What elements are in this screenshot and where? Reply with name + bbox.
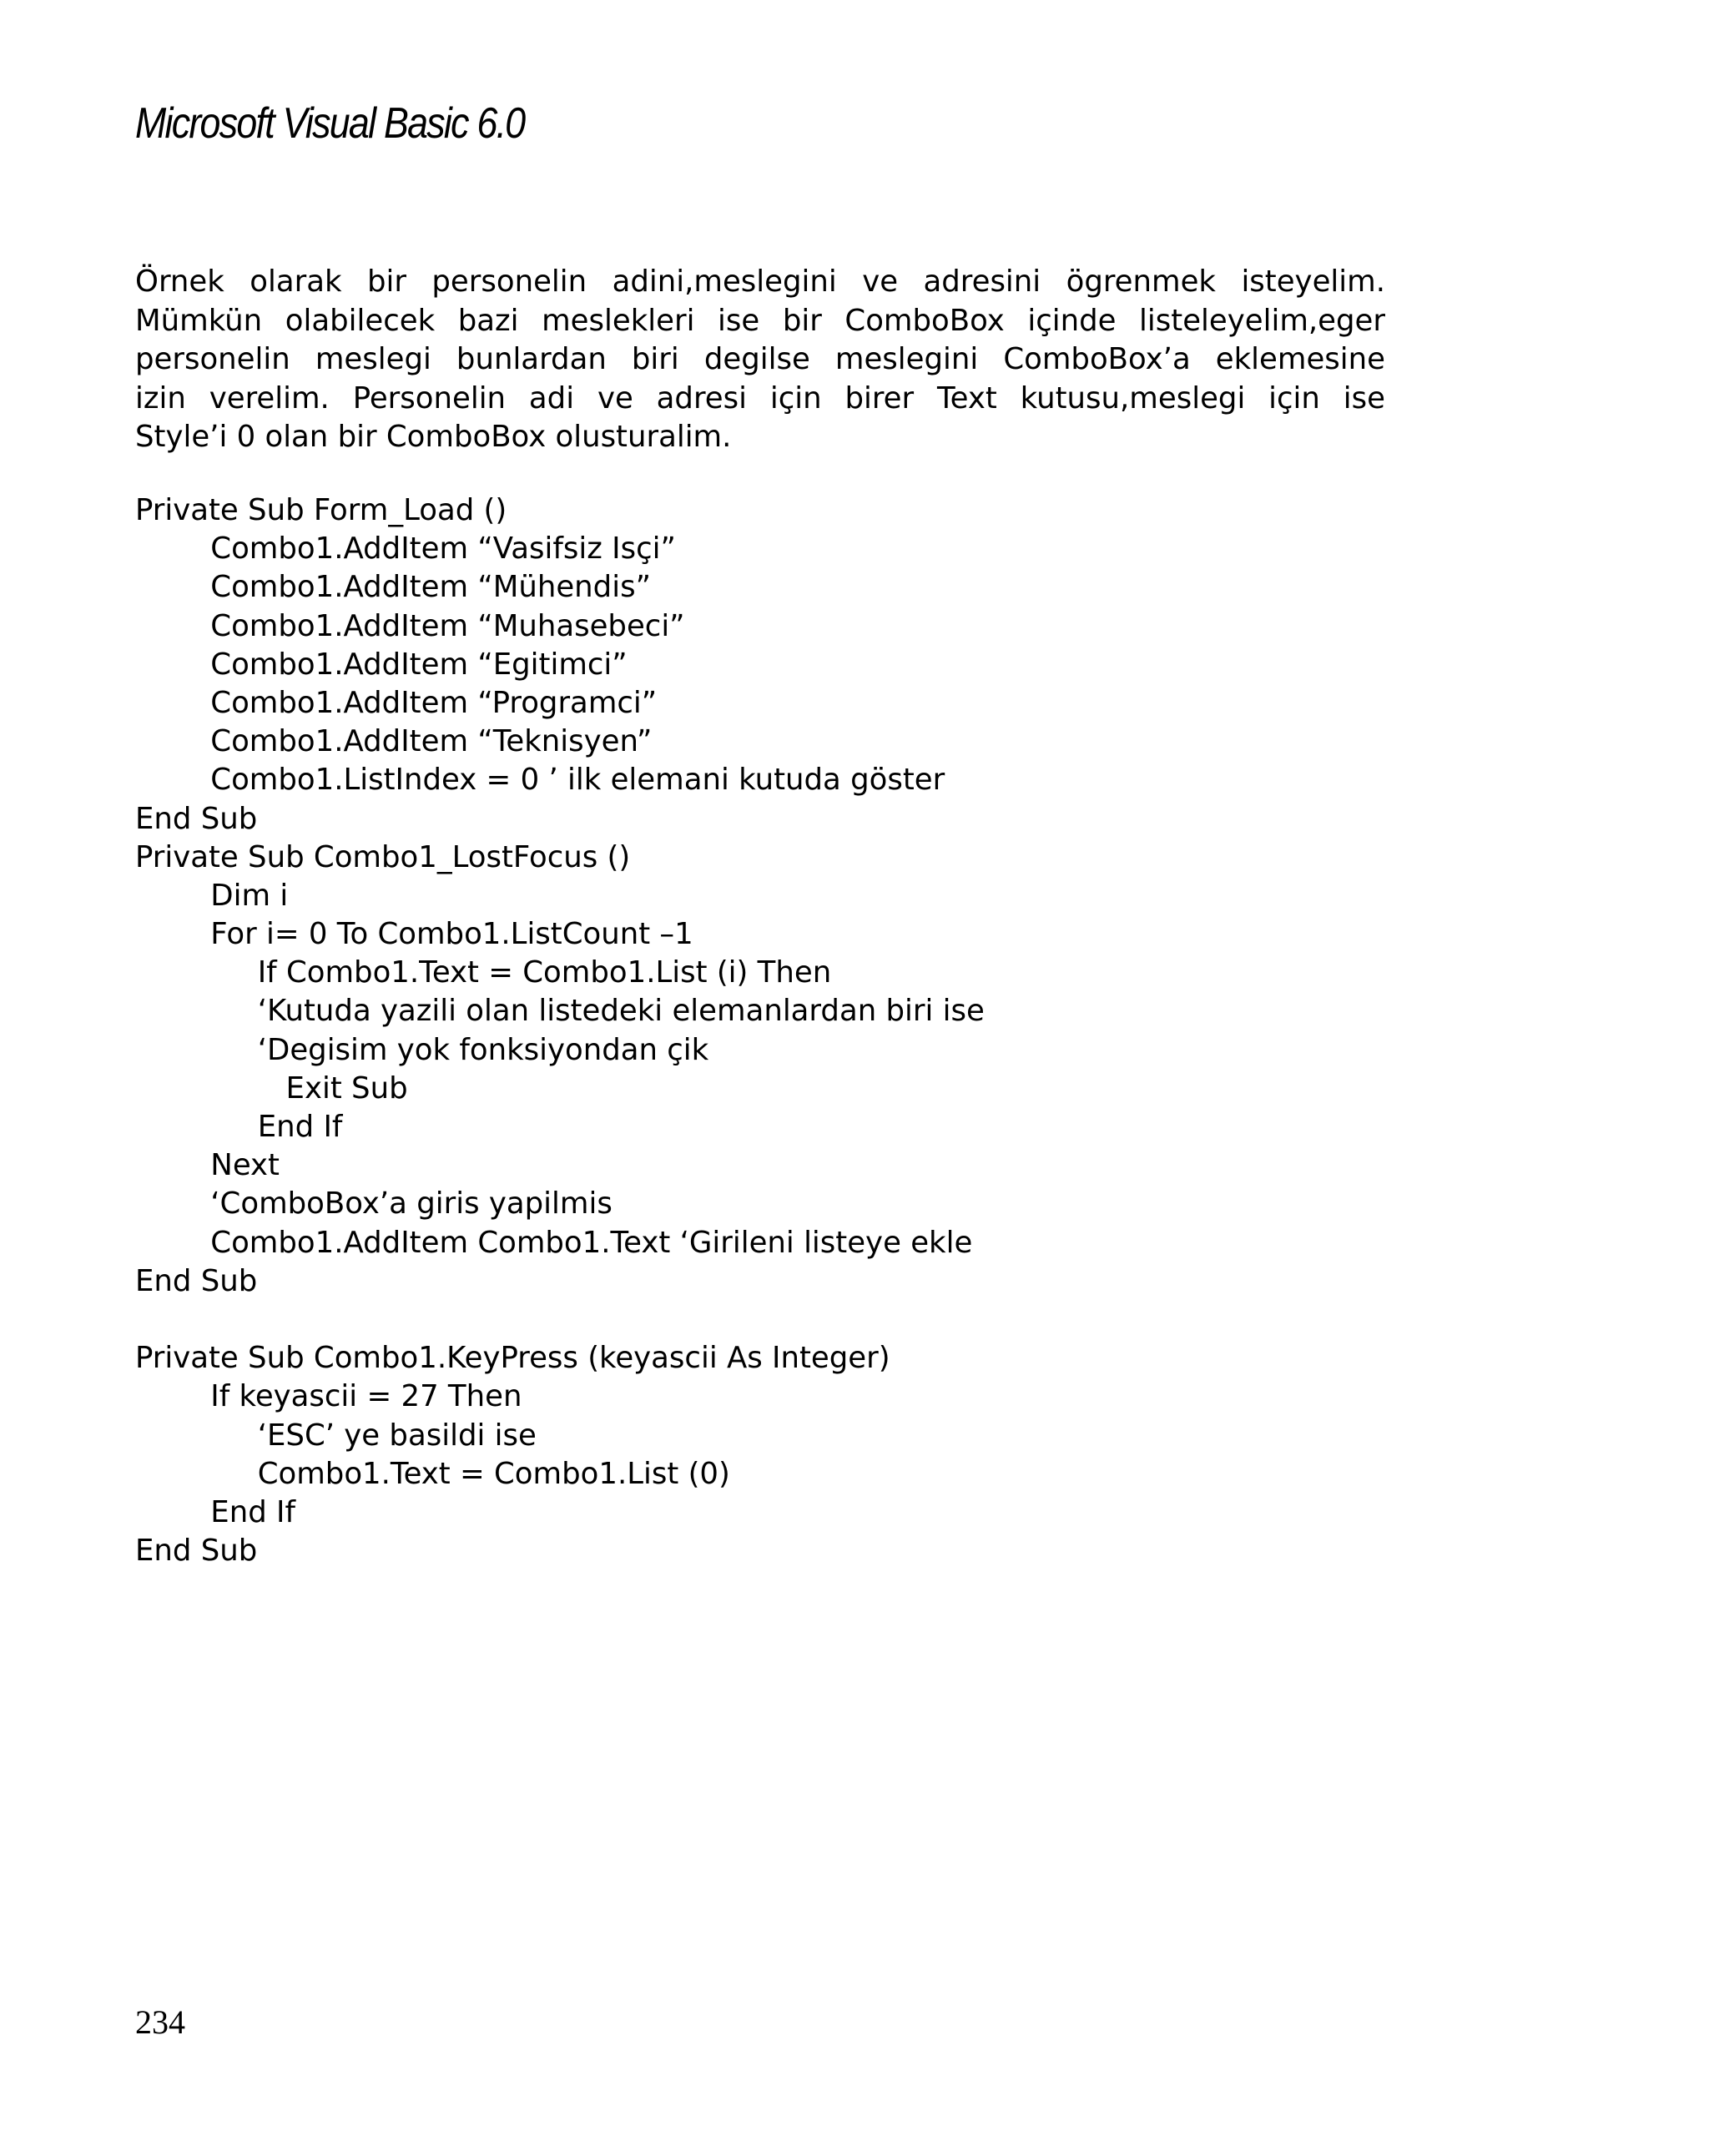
code-line: Private Sub Form_Load (): [135, 493, 507, 527]
code-line: Private Sub Combo1_LostFocus (): [135, 839, 631, 874]
code-line: Combo1.AddItem “Programci”: [135, 685, 658, 720]
code-line: ‘ComboBox’a giris yapilmis: [135, 1186, 613, 1222]
code-line: ‘Kutuda yazili olan listedeki elemanlardan biri ise: [135, 994, 985, 1029]
intro-line: Mümkün olabilecek bazi meslekleri ise bir ComboBox içinde listeleyelim,eger: [135, 303, 1385, 338]
code-line: Next: [135, 1148, 280, 1183]
code-line: If keyascii = 27 Then: [135, 1379, 522, 1414]
intro-line: Örnek olarak bir personelin adini,meslegini ve adresini ögrenmek isteyelim.: [135, 264, 1385, 299]
code-line: Exit Sub: [135, 1070, 408, 1106]
code-line: Combo1.AddItem “Vasifsiz Isçi”: [135, 531, 676, 567]
code-line: [135, 1301, 985, 1339]
code-line: Dim i: [135, 878, 289, 913]
intro-line: Style’i 0 olan bir ComboBox olusturalim.: [135, 420, 732, 454]
code-line: End If: [135, 1494, 295, 1529]
code-line: ‘Degisim yok fonksiyondan çik: [135, 1032, 709, 1067]
code-line: If Combo1.Text = Combo1.List (i) Then: [135, 955, 832, 990]
code-line: End Sub: [135, 1263, 258, 1298]
code-line: Combo1.AddItem “Muhasebeci”: [135, 608, 685, 643]
intro-paragraph: [135, 263, 1385, 457]
code-line: End Sub: [135, 1534, 258, 1569]
code-line: Private Sub Combo1.KeyPress (keyascii As Integer): [135, 1341, 890, 1376]
code-listing: [135, 491, 985, 1570]
code-line: For i= 0 To Combo1.ListCount –1: [135, 917, 693, 952]
intro-line: izin verelim. Personelin adi ve adresi için birer Text kutusu,meslegi için ise: [135, 380, 1385, 416]
code-line: End Sub: [135, 801, 258, 836]
code-line: Combo1.AddItem Combo1.Text ‘Girileni listeye ekle: [135, 1225, 973, 1260]
code-line: End If: [135, 1110, 343, 1144]
code-line: ‘ESC’ ye basildi ise: [135, 1418, 537, 1453]
code-line: Combo1.AddItem “Mühendis”: [135, 570, 651, 605]
intro-line: personelin meslegi bunlardan biri degilse meslegini ComboBox’a eklemesine: [135, 342, 1385, 376]
code-line: Combo1.ListIndex = 0 ’ ilk elemani kutuda göster: [135, 763, 945, 798]
code-line: Combo1.AddItem “Teknisyen”: [135, 724, 653, 759]
code-line: Combo1.Text = Combo1.List (0): [135, 1456, 730, 1491]
page-number: 234: [135, 2003, 185, 2041]
code-line: Combo1.AddItem “Egitimci”: [135, 647, 628, 682]
running-header: Microsoft Visual Basic 6.0: [135, 99, 525, 148]
